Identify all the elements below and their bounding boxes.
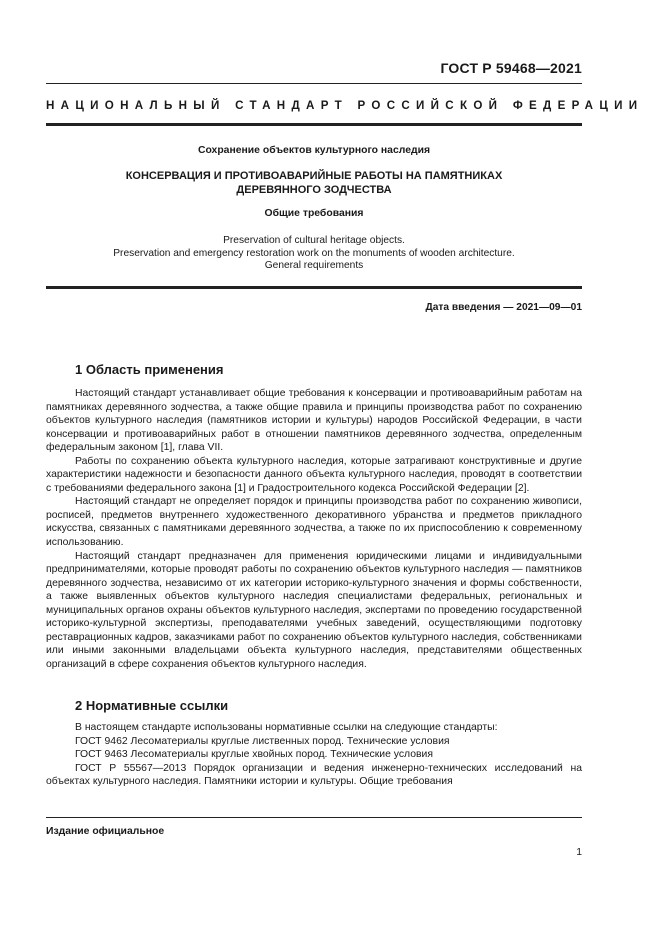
page-number: 1 — [576, 847, 582, 858]
section-1-paragraph: Настоящий стандарт предназначен для применения юридическими лицами и индивидуальными предпринимателями, которые проводят работы по сохранению объектов культурного наследия — памятников деревянного зодчества, независимо от их категории историко-культурного значения и формы собственности, а также выявленных объектов культурного наследия специалистами федеральных, региональных и муниципальных органов охраны объектов культурного наследия, экспертами по проведению государственной историко-культурной экспертизы, преподавателями учебных заведений, осуществляющими подготовку реставрационных кадров, заказчиками работ по сохранению объектов культурного наследия, собственниками или иными законными владельцами объекта культурного наследия, представителями общественных организаций в сфере сохранения объектов культурного наследия. — [46, 550, 582, 670]
section-1-paragraph: Настоящий стандарт не определяет порядок и принципы производства работ по сохранению живописи, росписей, предметов внутреннего художественного декоративного убранства и предметов прикладного искусства, связанных с памятниками деревянного зодчества, а также по их приспособлению к современному использованию. — [46, 496, 582, 549]
reference-item: ГОСТ 9462 Лесоматериалы круглые лиственных пород. Технические условия — [75, 735, 450, 747]
national-standard-banner: НАЦИОНАЛЬНЫЙ СТАНДАРТ РОССИЙСКОЙ ФЕДЕРАЦИИ — [46, 99, 644, 112]
reference-item: ГОСТ Р 55567—2013 Порядок организации и ведения инженерно-технических исследований на объектах культурного наследия. Памятники истории и культуры. Общие требования — [46, 762, 582, 788]
footer-rule — [46, 817, 582, 818]
short-title: Сохранение объектов культурного наследия — [197, 145, 431, 156]
subtitle: Общие требования — [264, 208, 364, 219]
english-title-line-3: General requirements — [264, 260, 364, 272]
section-2-body — [46, 721, 582, 789]
edition-label: Издание официальное — [46, 826, 165, 837]
english-title — [46, 235, 582, 273]
main-title-line-2: ДЕРЕВЯННОГО ЗОДЧЕСТВА — [236, 184, 392, 196]
main-title — [46, 169, 582, 197]
section-1-paragraph: Работы по сохранению объекта культурного наследия, которые затрагивают конструктивные и другие характеристики надежности и безопасности данного объекта культурного наследия, проводят в соответствии с требованиями федерального закона [1] и Градостроительного кодекса Российской Федерации [2]. — [46, 455, 582, 494]
title-block-rule — [46, 286, 582, 289]
introduction-date: Дата введения — 2021—09—01 — [425, 302, 582, 313]
reference-item: ГОСТ 9463 Лесоматериалы круглые хвойных пород. Технические условия — [75, 749, 433, 761]
section-1-paragraph: Настоящий стандарт устанавливает общие требования к консервации и противоаварийным работам на памятниках деревянного зодчества, а также общие правила и принципы производства работ по сохранению объектов культурного наследия (памятников истории и культуры) народов Российской Федерации, в части консервации и противоаварийных работ в отношении памятников деревянного зодчества, определенным федеральным законом [1], глава VII. — [46, 388, 582, 454]
english-title-line-2: Preservation and emergency restoration work on the monuments of wooden architecture. — [113, 247, 515, 259]
standard-number: ГОСТ Р 59468—2021 — [440, 60, 582, 76]
section-2-heading: 2 Нормативные ссылки — [75, 698, 229, 713]
main-title-line-1: КОНСЕРВАЦИЯ И ПРОТИВОАВАРИЙНЫЕ РАБОТЫ НА ПАМЯТНИКАХ — [125, 170, 503, 182]
section-2-paragraph: В настоящем стандарте использованы нормативные ссылки на следующие стандарты: — [75, 722, 498, 733]
banner-rule — [46, 123, 582, 126]
section-1-heading: 1 Область применения — [75, 362, 224, 377]
english-title-line-1: Preservation of cultural heritage objects. — [223, 235, 405, 246]
section-1-body — [46, 387, 582, 671]
header-rule — [46, 83, 582, 84]
